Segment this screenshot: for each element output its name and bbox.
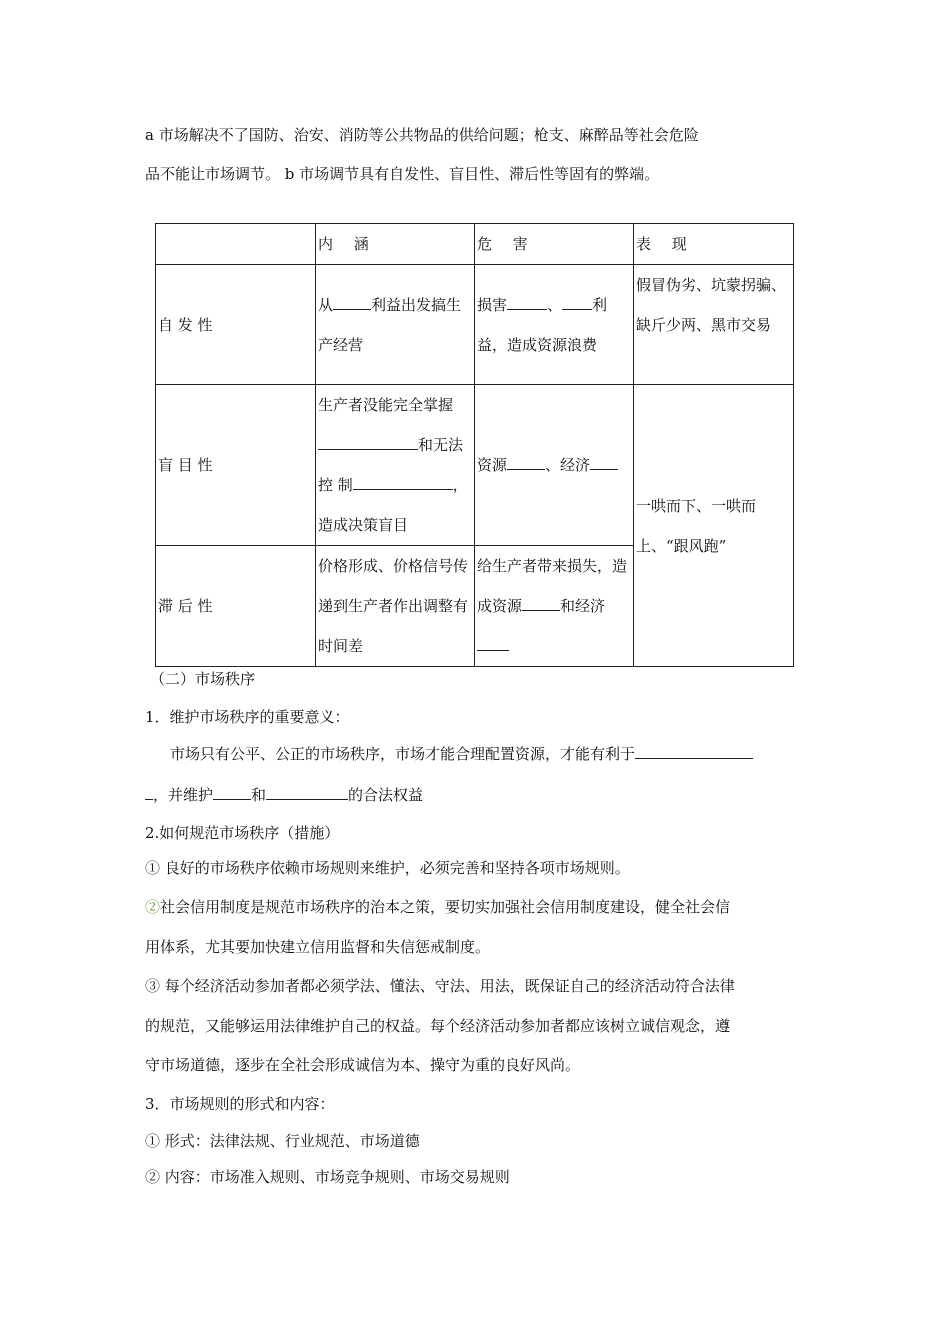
- item2-p2b: 用体系，尤其要加快建立信用监督和失信惩戒制度。: [145, 938, 491, 956]
- fill-blank: [507, 455, 545, 470]
- fill-blank: [333, 295, 371, 310]
- row-harm-cell: 资源 、经济: [475, 385, 634, 546]
- item2-p3a: ③ 每个经济活动参加者都必须学法、懂法、守法、用法，既保证自己的经济活动符合法律: [145, 977, 735, 995]
- item1-text-b: ，并维护 和 的合法权益: [145, 784, 810, 805]
- item1-text-a: 市场只有公平、公正的市场秩序，市场才能合理配置资源，才能有利于: [170, 743, 835, 764]
- fill-blank: [353, 475, 453, 490]
- table-row: [156, 385, 794, 546]
- row-meaning-cell: 价格形成、价格信号传递到生产者作出调整有时间差: [316, 546, 475, 667]
- fill-blank: [318, 435, 418, 450]
- row-meaning-cell: 生产者没能完全掌握和无法控 制 ，造成决策盲目: [316, 385, 475, 546]
- header-cell-meaning: 内 涵: [316, 224, 475, 265]
- section-heading: （二）市场秩序: [150, 670, 256, 688]
- table-header-row: [156, 224, 794, 265]
- item2-title: 2.如何规范市场秩序（措施）: [145, 824, 340, 842]
- fill-blank: [590, 455, 618, 470]
- row-name-lag: 滞 后 性: [156, 546, 316, 667]
- header-cell-harm: 危 害: [475, 224, 634, 265]
- fill-blank: [507, 295, 547, 310]
- item3-p1: ① 形式：法律法规、行业规范、市场道德: [145, 1132, 420, 1150]
- row-harm-cell: 损害 、 利益，造成资源浪费: [475, 265, 634, 385]
- fill-blank: [562, 295, 592, 310]
- fill-blank: [477, 636, 509, 651]
- item1-title: 1．维护市场秩序的重要意义：: [145, 708, 350, 726]
- table-row: [156, 265, 794, 385]
- intro-line-1: a 市场解决不了国防、治安、消防等公共物品的供给问题；枪支、麻醉品等社会危险: [145, 126, 699, 144]
- fill-blank: [522, 596, 560, 611]
- market-defects-table: [155, 223, 794, 667]
- fill-blank: [266, 785, 348, 800]
- item3-title: 3．市场规则的形式和内容：: [145, 1095, 335, 1113]
- item2-p3c: 守市场道德，逐步在全社会形成诚信为本、操守为重的良好风尚。: [145, 1056, 581, 1074]
- row-manifest-cell-merged: 一哄而下、一哄而上、“跟风跑”: [634, 385, 794, 667]
- intro-line-2: 品不能让市场调节。 b 市场调节具有自发性、盲目性、滞后性等固有的弊端。: [145, 165, 660, 183]
- row-harm-cell: 给生产者带来损失，造成资源 和经济: [475, 546, 634, 667]
- row-name-spontaneity: 自 发 性: [156, 265, 316, 385]
- fill-blank: [145, 785, 153, 800]
- fill-blank: [213, 785, 251, 800]
- header-cell-manifest: 表 现: [634, 224, 794, 265]
- row-name-blindness: 盲 目 性: [156, 385, 316, 546]
- item3-p2: ② 内容：市场准入规则、市场竞争规则、市场交易规则: [145, 1168, 510, 1186]
- item2-p3b: 的规范，又能够运用法律维护自己的权益。每个经济活动参加者都应该树立诚信观念，遵: [145, 1017, 731, 1035]
- header-cell-empty: [156, 224, 316, 265]
- fill-blank: [635, 744, 753, 759]
- row-meaning-cell: 从 利益出发搞生产经营: [316, 265, 475, 385]
- item2-p2a: ②社会信用制度是规范市场秩序的治本之策，要切实加强社会信用制度建设，健全社会信: [145, 898, 731, 916]
- item2-p1: ① 良好的市场秩序依赖市场规则来维护，必须完善和坚持各项市场规则。: [145, 859, 630, 877]
- row-manifest-cell: 假冒伪劣、坑蒙拐骗、缺斤少两、黑市交易: [634, 265, 794, 385]
- circled-two-marker: ②: [145, 898, 161, 916]
